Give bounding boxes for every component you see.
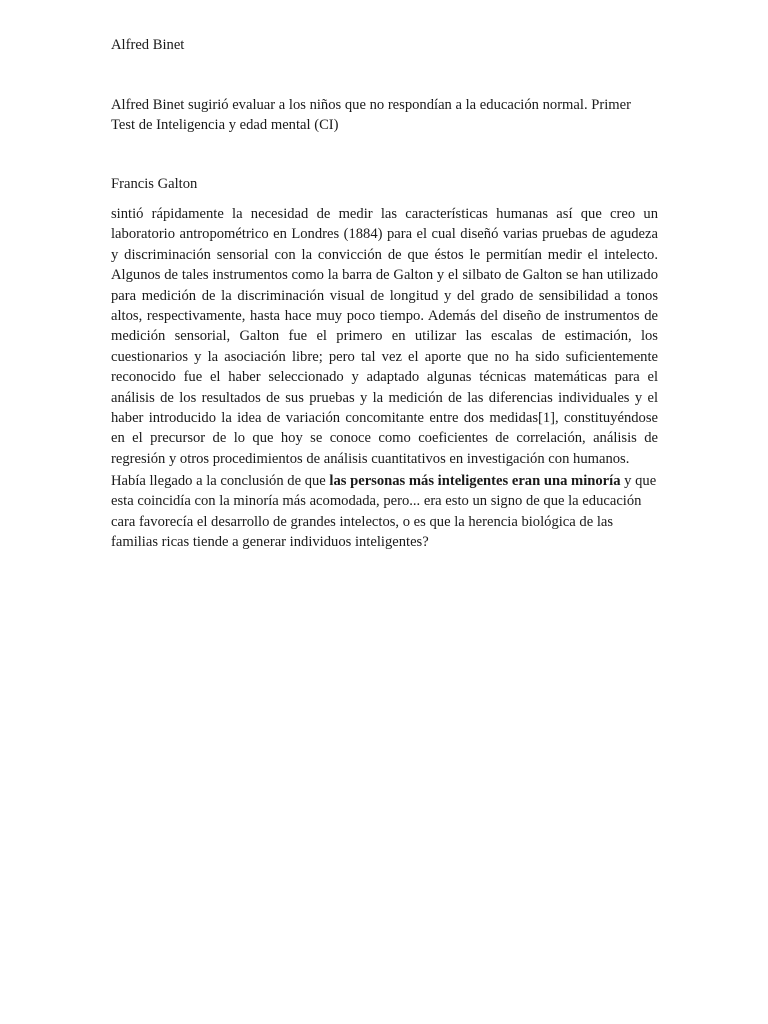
paragraph-galton: sintió rápidamente la necesidad de medir las características humanas así que creo un laboratorio antropométrico en Londres (1884) para el cual diseñó varias pruebas de agudeza y discriminación sensorial con la convicción de que éstos le permitían medir el intelecto. Algunos de tales instrumentos como la barra de Galton y el silbato de Galton se han utilizado para medición de la discriminación visual de longitud y del grado de sensibilidad a tonos altos, respectivamente, hasta hace muy poco tiempo. Además del diseño de instrumentos de medición sensorial, Galton fue el primero en utilizar las escalas de estimación, los cuestionarios y la asociación libre; pero tal vez el aporte que no ha sido suficientemente reconocido fue el haber seleccionado y adaptado algunas técnicas matemáticas para el análisis de los resultados de sus pruebas y la medición de las diferencias individuales y el haber introducido la idea de variación concomitante entre dos medidas[1], constituyéndose en el precursor de lo que hoy se conoce como coeficientes de correlación, análisis de regresión y otros procedimientos de análisis cuantitativos en investigación con humanos.	[111, 206, 658, 467]
paragraph-binet: Alfred Binet sugirió evaluar a los niños que no respondían a la educación normal. Primer Test de Inteligencia y edad mental (CI)	[111, 97, 631, 134]
conclusion-bold-phrase: las personas más inteligentes eran una minoría	[329, 473, 621, 489]
heading-francis-galton: Francis Galton	[111, 176, 198, 192]
paragraph-conclusion	[111, 471, 658, 553]
conclusion-text-end: y que esta coincidía con la minoría más acomodada, pero... era esto un signo de que la educación cara favorecía el desarrollo de grandes intelectos, o es que la herencia biológica de las familias ricas tiende a generar individuos inteligentes?	[111, 473, 657, 551]
conclusion-text-start: Había llegado a la conclusión de que	[111, 473, 330, 489]
heading-alfred-binet: Alfred Binet	[111, 37, 185, 53]
